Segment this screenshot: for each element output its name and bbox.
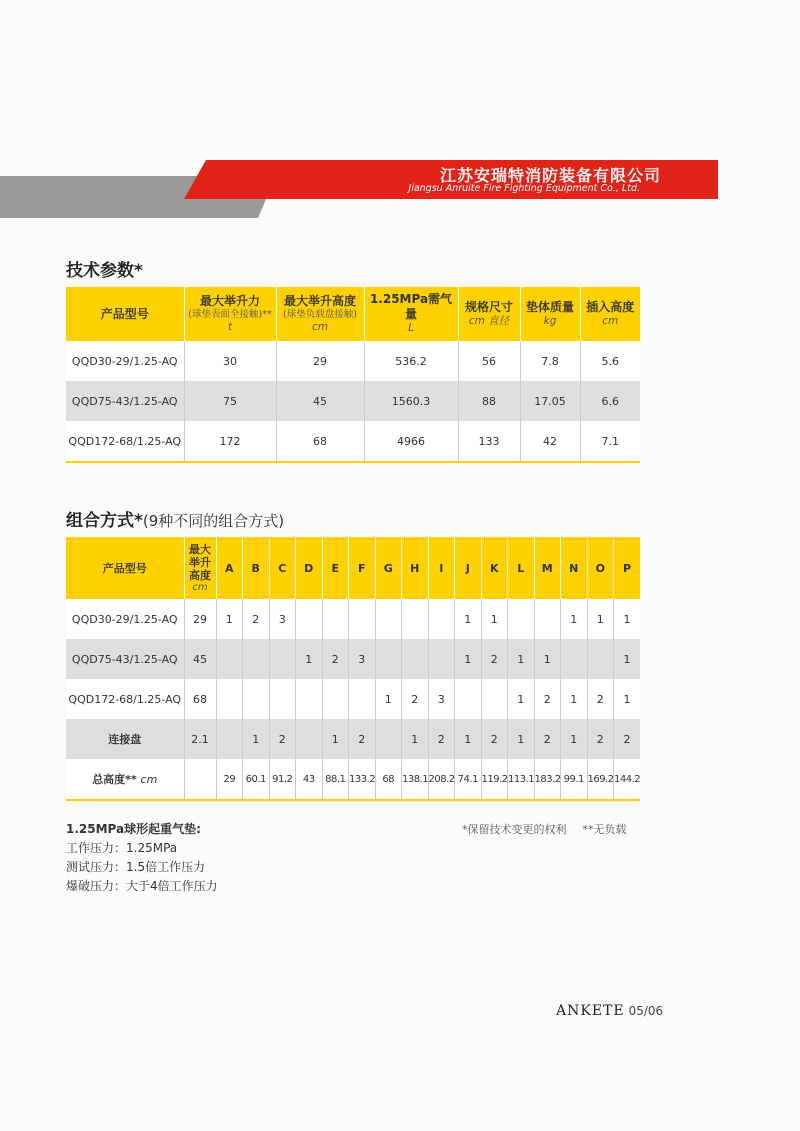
spec-header-unit: kg	[543, 314, 557, 327]
spec-section-title: 技术参数*	[66, 261, 143, 281]
value-cell: 133	[458, 421, 520, 462]
combo-title: 组合方式*	[66, 511, 143, 531]
count-cell: 1	[296, 639, 323, 679]
combo-letter-o: O	[587, 537, 614, 599]
count-cell	[587, 639, 614, 679]
count-cell	[534, 599, 561, 639]
count-cell: 1	[508, 719, 535, 759]
count-cell: 1	[322, 719, 349, 759]
spec-table	[66, 287, 640, 463]
footnote-reserve: *保留技术变更的权利	[462, 823, 567, 836]
total-cell: 113.1	[508, 759, 535, 800]
table-row	[66, 639, 640, 679]
value-cell: 1560.3	[364, 381, 458, 421]
total-cell: 169.2	[587, 759, 614, 800]
count-cell	[269, 679, 296, 719]
value-cell: 536.2	[364, 341, 458, 381]
height-cell	[184, 759, 216, 800]
company-name-en: Jiangsu Anruite Fire Fighting Equipment Co., Ltd.	[408, 183, 640, 194]
count-cell: 2	[587, 719, 614, 759]
total-row	[66, 759, 640, 800]
spec-header-cell	[66, 287, 184, 341]
combo-header-height-unit: cm	[192, 582, 208, 594]
count-cell: 1	[216, 599, 243, 639]
total-cell: 119.2	[481, 759, 508, 800]
combo-table	[66, 537, 640, 801]
notes-block	[66, 820, 218, 896]
value-cell: 5.6	[580, 341, 640, 381]
total-cell: 29	[216, 759, 243, 800]
combo-letter-f: F	[349, 537, 376, 599]
value-cell: 7.8	[520, 341, 580, 381]
combo-letter-p: P	[614, 537, 641, 599]
page-number: 05/06	[628, 1004, 664, 1018]
count-cell: 1	[455, 719, 482, 759]
value-cell: 30	[184, 341, 276, 381]
spec-header-cell	[458, 287, 520, 341]
total-cell: 138.1	[402, 759, 429, 800]
combo-letter-m: M	[534, 537, 561, 599]
count-cell: 1	[508, 639, 535, 679]
notes-line: 爆破压力：大于4倍工作压力	[66, 879, 218, 893]
combo-header-height-line: 举升	[189, 555, 211, 569]
count-cell	[269, 639, 296, 679]
spec-header-label: 1.25MPa需气量	[369, 292, 453, 322]
count-cell	[561, 639, 588, 679]
combo-letter-k: K	[481, 537, 508, 599]
spec-header-unit: L	[408, 322, 414, 335]
combo-letter-a: A	[216, 537, 243, 599]
total-cell: 208.2	[428, 759, 455, 800]
total-unit: cm	[140, 773, 158, 786]
combo-header-row	[66, 537, 640, 599]
combo-subtitle: (9种不同的组合方式)	[142, 512, 285, 530]
model-cell: QQD172-68/1.25-AQ	[66, 679, 184, 719]
count-cell: 1	[508, 679, 535, 719]
table-row	[66, 719, 640, 759]
spec-header-hint: (球垫负载盘接触)	[283, 309, 357, 320]
value-cell: 17.05	[520, 381, 580, 421]
combo-letter-c: C	[269, 537, 296, 599]
combo-letter-l: L	[508, 537, 535, 599]
count-cell	[455, 679, 482, 719]
count-cell: 2	[243, 599, 270, 639]
count-cell	[508, 599, 535, 639]
count-cell: 1	[614, 599, 641, 639]
combo-letter-j: J	[455, 537, 482, 599]
combo-header-model: 产品型号	[66, 537, 184, 599]
count-cell: 2	[534, 679, 561, 719]
value-cell: 75	[184, 381, 276, 421]
combo-letter-h: H	[402, 537, 429, 599]
count-cell	[216, 639, 243, 679]
value-cell: 6.6	[580, 381, 640, 421]
count-cell	[375, 599, 402, 639]
spec-header-label: 插入高度	[586, 299, 635, 314]
count-cell: 2	[428, 719, 455, 759]
count-cell	[243, 639, 270, 679]
count-cell	[375, 639, 402, 679]
spec-header-row	[66, 287, 640, 341]
count-cell: 2	[349, 719, 376, 759]
company-name-cn: 江苏安瑞特消防装备有限公司	[440, 166, 662, 185]
spec-header-cell	[276, 287, 364, 341]
model-cell: QQD75-43/1.25-AQ	[66, 639, 184, 679]
value-cell: 7.1	[580, 421, 640, 462]
count-cell: 2	[269, 719, 296, 759]
count-cell: 1	[561, 599, 588, 639]
count-cell: 1	[402, 719, 429, 759]
combo-header-height-line: 高度	[189, 569, 211, 583]
count-cell: 2	[402, 679, 429, 719]
count-cell: 1	[561, 679, 588, 719]
count-cell	[296, 599, 323, 639]
count-cell	[481, 679, 508, 719]
table-row	[66, 341, 640, 381]
total-cell: 183.2	[534, 759, 561, 800]
value-cell: 88	[458, 381, 520, 421]
footnote-no-load: **无负载	[582, 823, 627, 836]
height-cell: 2.1	[184, 719, 216, 759]
spec-header-label: 规格尺寸	[464, 299, 513, 314]
count-cell	[428, 599, 455, 639]
combo-header-height	[184, 537, 216, 599]
notes-line: 测试压力：1.5倍工作压力	[66, 860, 206, 874]
count-cell	[402, 639, 429, 679]
total-label-cell	[66, 759, 184, 800]
footnotes	[462, 821, 627, 837]
height-cell: 45	[184, 639, 216, 679]
spec-header-unit: cm 直径	[468, 314, 510, 327]
total-cell: 74.1	[455, 759, 482, 800]
total-cell: 60.1	[243, 759, 270, 800]
spec-header-cell	[364, 287, 458, 341]
spec-header-hint: (球垫表面全接触)**	[188, 309, 272, 320]
spec-header-label: 垫体质量	[525, 299, 574, 314]
count-cell: 1	[614, 639, 641, 679]
total-cell: 43	[296, 759, 323, 800]
combo-letter-e: E	[322, 537, 349, 599]
height-cell: 29	[184, 599, 216, 639]
total-cell: 133.2	[349, 759, 376, 800]
model-cell: QQD30-29/1.25-AQ	[66, 341, 184, 381]
count-cell	[322, 679, 349, 719]
model-cell: 连接盘	[66, 719, 184, 759]
count-cell: 1	[375, 679, 402, 719]
count-cell	[243, 679, 270, 719]
spec-header-label: 最大举升力	[199, 294, 260, 308]
spec-header-label: 产品型号	[100, 306, 149, 321]
combo-header-height-line: 最大	[189, 542, 211, 556]
count-cell: 3	[269, 599, 296, 639]
spec-header-unit: t	[227, 320, 233, 333]
count-cell: 2	[587, 679, 614, 719]
count-cell	[322, 599, 349, 639]
model-cell: QQD75-43/1.25-AQ	[66, 381, 184, 421]
spec-header-cell	[520, 287, 580, 341]
count-cell: 1	[587, 599, 614, 639]
total-cell: 144.2	[614, 759, 641, 800]
notes-title: 1.25MPa球形起重气垫:	[66, 822, 201, 836]
count-cell	[428, 639, 455, 679]
combo-letter-g: G	[375, 537, 402, 599]
count-cell: 1	[561, 719, 588, 759]
combo-section-title	[66, 506, 284, 531]
combo-letter-i: I	[428, 537, 455, 599]
spec-header-cell	[580, 287, 640, 341]
table-row	[66, 679, 640, 719]
total-cell: 91.2	[269, 759, 296, 800]
count-cell	[349, 599, 376, 639]
count-cell	[216, 719, 243, 759]
count-cell: 2	[614, 719, 641, 759]
model-cell: QQD30-29/1.25-AQ	[66, 599, 184, 639]
count-cell: 3	[349, 639, 376, 679]
count-cell	[296, 679, 323, 719]
value-cell: 68	[276, 421, 364, 462]
spec-header-unit: cm	[602, 314, 619, 327]
count-cell: 1	[614, 679, 641, 719]
count-cell	[375, 719, 402, 759]
value-cell: 42	[520, 421, 580, 462]
combo-letter-n: N	[561, 537, 588, 599]
total-cell: 68	[375, 759, 402, 800]
header-band	[0, 0, 800, 240]
spec-header-label: 最大举升高度	[283, 294, 356, 308]
table-row	[66, 421, 640, 462]
brand-logo-text: ANKETE	[556, 1003, 625, 1019]
value-cell: 45	[276, 381, 364, 421]
model-cell: QQD172-68/1.25-AQ	[66, 421, 184, 462]
count-cell: 2	[534, 719, 561, 759]
spec-header-cell	[184, 287, 276, 341]
count-cell: 2	[322, 639, 349, 679]
total-cell: 99.1	[561, 759, 588, 800]
count-cell: 1	[481, 599, 508, 639]
count-cell: 3	[428, 679, 455, 719]
total-label: 总高度**	[92, 773, 137, 786]
count-cell: 1	[455, 599, 482, 639]
count-cell: 2	[481, 719, 508, 759]
notes-line: 工作压力：1.25MPa	[66, 841, 178, 855]
count-cell	[296, 719, 323, 759]
table-row	[66, 599, 640, 639]
count-cell: 1	[534, 639, 561, 679]
count-cell: 1	[243, 719, 270, 759]
count-cell	[349, 679, 376, 719]
combo-letter-b: B	[243, 537, 270, 599]
spec-header-unit: cm	[311, 320, 328, 333]
combo-letter-d: D	[296, 537, 323, 599]
count-cell: 1	[455, 639, 482, 679]
value-cell: 56	[458, 341, 520, 381]
table-row	[66, 381, 640, 421]
header-graphic	[0, 0, 800, 240]
value-cell: 172	[184, 421, 276, 462]
count-cell	[402, 599, 429, 639]
height-cell: 68	[184, 679, 216, 719]
count-cell	[216, 679, 243, 719]
value-cell: 29	[276, 341, 364, 381]
count-cell: 2	[481, 639, 508, 679]
total-cell: 88.1	[322, 759, 349, 800]
footer-brand	[556, 1000, 663, 1019]
value-cell: 4966	[364, 421, 458, 462]
